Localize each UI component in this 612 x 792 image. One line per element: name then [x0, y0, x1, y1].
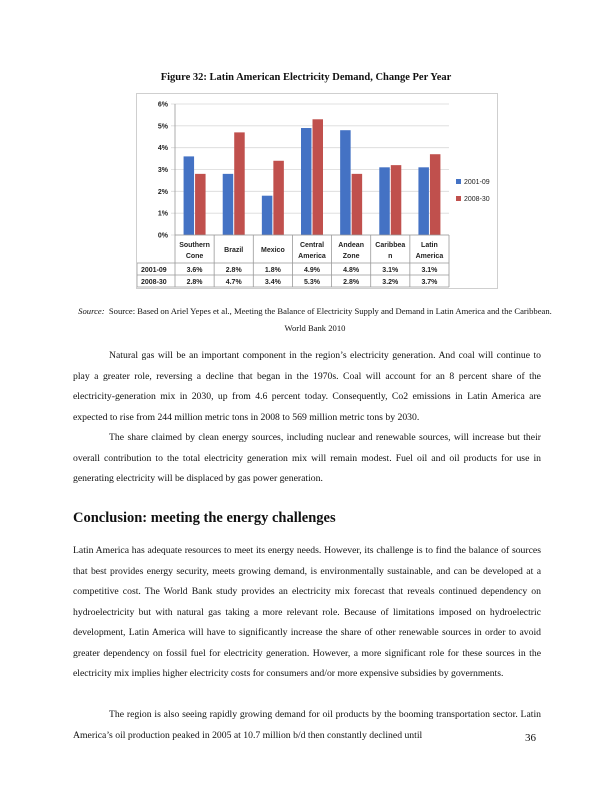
table-value: 2.8%	[186, 279, 203, 286]
bar-2008-30-3	[313, 119, 324, 235]
paragraph-conclusion-resources: Latin America has adequate resources to meet its energy needs. However, its challenge is to find the balance of sources that best provides energy security, meets growing demand, is environmentally sustainable, and can be developed at a competitive cost. The World Bank study provides an electricity mix forecast that reveals continued dependency on hydroelectricity but with natural gas taking a more relevant role. Because of limitations imposed on hydroelectric development, Latin America will have to significantly increase the share of other renewable sources in order to avoid greater dependency on fossil fuel for electricity generation. However, a more significant role for these sources in the electricity mix implies higher electricity costs for consumers and/or more expensive subsidies by governments.	[73, 545, 541, 679]
paragraph-clean-energy: The share claimed by clean energy sources, including nuclear and renewable sources, will increase but their overall contribution to the total electricity generation mix will remain modest. Fuel oil and oil products for use in generating electricity will be displaced by gas power generation.	[73, 432, 541, 484]
y-tick-label: 1%	[157, 210, 168, 218]
paragraph-natural-gas: Natural gas will be an important component in the region’s electricity generation. And coal will continue to play a greater role, reversing a decline that began in the 1970s. Coal will account for an 8 percent share of the electricity-generation mix in 2030, up from 4.6 percent today. Consequently, Co2 emissions in Latin America are expected to rise from 244 million metric tons in 2008 to 569 million metric tons by 2030.	[73, 350, 541, 423]
y-tick-label: 6%	[157, 101, 168, 109]
category-label: Cone	[185, 253, 204, 260]
bar-2008-30-0	[195, 174, 206, 235]
y-tick-label: 2%	[157, 188, 168, 196]
section-heading: Conclusion: meeting the energy challenges	[73, 510, 336, 526]
category-label: Mexico	[260, 247, 285, 254]
category-label: Central	[299, 242, 325, 249]
y-tick-label: 4%	[157, 145, 168, 153]
bar-2008-30-6	[430, 154, 441, 235]
table-value: 3.7%	[421, 279, 438, 286]
bar-2008-30-2	[273, 161, 284, 235]
table-value: 3.1%	[421, 267, 438, 274]
bar-2008-30-4	[352, 174, 363, 235]
category-label: Latin	[421, 242, 438, 249]
chart-container	[136, 93, 498, 289]
table-value: 2.8%	[343, 279, 360, 286]
category-label: Andean	[338, 242, 364, 249]
table-value: 2.8%	[225, 267, 242, 274]
bar-2001-09-3	[301, 128, 312, 235]
table-series-name: 2008-30	[141, 279, 167, 286]
category-label: Southern	[179, 242, 210, 249]
table-value: 1.8%	[264, 267, 281, 274]
bar-2001-09-0	[184, 156, 195, 235]
figure-title: Figure 32: Latin American Electricity Demand, Change Per Year	[160, 72, 452, 83]
bar-chart	[137, 94, 497, 288]
table-value: 3.2%	[382, 279, 399, 286]
bar-2008-30-1	[234, 132, 245, 235]
table-value: 5.3%	[304, 279, 320, 286]
legend-label: 2001-09	[464, 179, 490, 186]
legend-label: 2008-30	[464, 196, 490, 203]
table-value: 3.6%	[186, 267, 203, 274]
category-label: Brazil	[224, 247, 244, 254]
legend-swatch-2001-09	[456, 179, 461, 184]
table-value: 3.1%	[382, 267, 399, 274]
table-series-name: 2001-09	[141, 267, 167, 274]
category-label: America	[415, 253, 444, 260]
bar-2001-09-4	[340, 130, 351, 235]
category-label: Caribbea	[375, 242, 406, 249]
y-tick-label: 3%	[157, 167, 168, 174]
y-tick-label: 0%	[157, 232, 168, 240]
figure-source	[75, 303, 555, 337]
bar-2001-09-6	[418, 167, 429, 235]
bar-2008-30-5	[391, 165, 402, 235]
bar-2001-09-1	[223, 174, 234, 235]
category-label: Zone	[342, 253, 360, 260]
paragraph-conclusion-oil: The region is also seeing rapidly growing demand for oil products by the booming transportation sector. Latin America’s oil production peaked in 2005 at 10.7 million b/d then constantly declined until	[73, 709, 541, 741]
source-label: Source:	[78, 306, 105, 316]
bar-2001-09-5	[379, 167, 390, 235]
source-text: Source: Based on Ariel Yepes et al., Meeting the Balance of Electricity Supply and Demand in Latin America and the Caribbean. World Bank 2010	[108, 306, 552, 333]
table-value: 4.8%	[343, 267, 360, 274]
table-value: 4.9%	[304, 267, 320, 274]
bar-2001-09-2	[262, 196, 273, 235]
table-value: 4.7%	[225, 279, 242, 286]
y-tick-label: 5%	[157, 123, 168, 131]
category-label: n	[388, 253, 393, 260]
category-label: America	[298, 253, 326, 260]
legend-swatch-2008-30	[456, 196, 461, 201]
table-value: 3.4%	[264, 279, 281, 286]
page-number: 36	[525, 732, 536, 744]
